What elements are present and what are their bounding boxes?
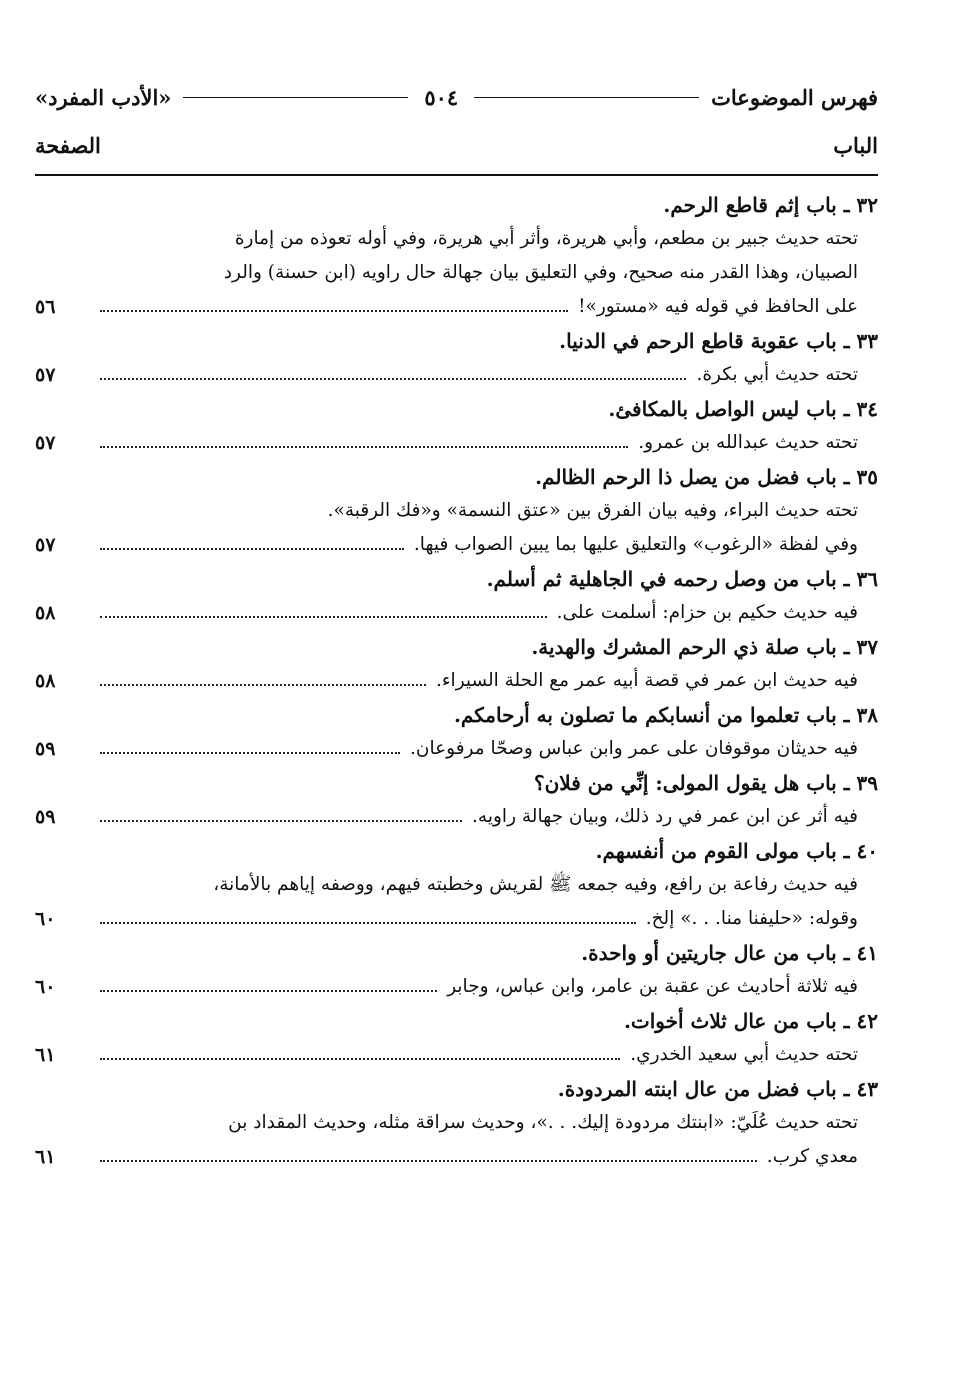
description-line: [35, 528, 878, 562]
description-line: [35, 902, 878, 936]
description-text: معدي كرب.: [766, 1146, 858, 1167]
chapter-title: ٤٣ ـ باب فضل من عال ابنته المردودة.: [557, 1077, 878, 1101]
column-header-page: الصفحة: [35, 132, 101, 158]
chapter-title: ٣٢ ـ باب إثم قاطع الرحم.: [663, 193, 878, 217]
toc-entry: [35, 698, 878, 766]
header-divider: [35, 174, 878, 176]
description-text: فيه ثلاثة أحاديث عن عقبة بن عامر، وابن عباس، وجابر: [447, 976, 858, 997]
description-line: [35, 800, 878, 834]
page-ref: ٥٧: [35, 534, 56, 556]
toc-entry: [35, 630, 878, 698]
description-line: [35, 1140, 878, 1174]
chapter-title: ٣٤ ـ باب ليس الواصل بالمكافئ.: [608, 397, 878, 421]
book-title: «الأدب المفرد»: [34, 84, 172, 110]
page-number: ٥٠٤: [424, 84, 459, 110]
dot-leader: [100, 310, 568, 312]
toc-entry: [35, 936, 878, 1004]
header-rule-right: [474, 97, 699, 98]
toc-entry: [35, 392, 878, 460]
page-ref: ٥٩: [35, 806, 56, 828]
description-line: [35, 358, 878, 392]
toc-entries: [35, 188, 878, 1174]
page-ref: ٦١: [35, 1044, 56, 1066]
description-text: فيه حديث رفاعة بن رافع، وفيه جمعه ﷺ لقريش وخطبته فيهم، ووصفه إياهم بالأمانة،: [213, 874, 858, 895]
description-line: [35, 664, 878, 698]
description-text: تحته حديث أبي بكرة.: [696, 364, 858, 385]
toc-entry: [35, 188, 878, 324]
page-ref: ٦١: [35, 1146, 56, 1168]
dot-leader: [100, 990, 437, 992]
dot-leader: [100, 616, 547, 618]
dot-leader: [100, 922, 636, 924]
page-ref: ٥٨: [35, 670, 56, 692]
description-line: [35, 868, 878, 902]
description-text: فيه حديث ابن عمر في قصة أبيه عمر مع الحلة السيراء.: [435, 670, 858, 691]
description-text: فيه حديث حكيم بن حزام: أسلمت على.: [556, 602, 858, 623]
chapter-title: ٤٠ ـ باب مولى القوم من أنفسهم.: [595, 839, 878, 863]
page-ref: ٥٦: [35, 296, 56, 318]
description-line: [35, 426, 878, 460]
description-line: [35, 494, 878, 528]
column-headers: [35, 128, 878, 162]
description-line: [35, 970, 878, 1004]
description-line: [35, 732, 878, 766]
description-text: تحته حديث عُلَيّ: «ابنتك مردودة إليك. . .»، وحديث سراقة مثله، وحديث المقداد بن: [228, 1112, 858, 1133]
description-line: [35, 1038, 878, 1072]
description-line: [35, 596, 878, 630]
chapter-title: ٣٧ ـ باب صلة ذي الرحم المشرك والهدية.: [531, 635, 878, 659]
header-rule-left: [183, 97, 408, 98]
page-ref: ٥٧: [35, 432, 56, 454]
page-ref: ٥٩: [35, 738, 56, 760]
toc-entry: [35, 766, 878, 834]
description-text: وفي لفظة «الرغوب» والتعليق عليها بما يبين الصواب فيها.: [413, 534, 858, 555]
chapter-title: ٣٥ ـ باب فضل من يصل ذا الرحم الظالم.: [535, 465, 878, 489]
page-ref: ٥٧: [35, 364, 56, 386]
description-text: تحته حديث جبير بن مطعم، وأبي هريرة، وأثر أبي هريرة، وفي أوله تعوذه من إمارة: [234, 228, 858, 249]
toc-entry: [35, 562, 878, 630]
description-text: تحته حديث عبدالله بن عمرو.: [638, 432, 858, 453]
toc-entry: [35, 834, 878, 936]
description-line: [35, 1106, 878, 1140]
description-text: تحته حديث البراء، وفيه بيان الفرق بين «عتق النسمة» و«فك الرقبة».: [327, 500, 858, 521]
toc-entry: [35, 460, 878, 562]
chapter-title: ٤١ ـ باب من عال جاريتين أو واحدة.: [581, 941, 878, 965]
chapter-title: ٣٨ ـ باب تعلموا من أنسابكم ما تصلون به أرحامكم.: [453, 703, 878, 727]
dot-leader: [100, 1160, 757, 1162]
dot-leader: [100, 1058, 620, 1060]
running-head: [35, 80, 878, 114]
dot-leader: [100, 820, 462, 822]
description-text: تحته حديث أبي سعيد الخدري.: [630, 1044, 858, 1065]
chapter-title: ٣٩ ـ باب هل يقول المولى: إنِّي من فلان؟: [534, 771, 878, 795]
description-line: [35, 290, 878, 324]
chapter-title: ٣٣ ـ باب عقوبة قاطع الرحم في الدنيا.: [559, 329, 878, 353]
description-text: وقوله: «حليفنا منا. . .» إلخ.: [645, 908, 858, 929]
section-title: فهرس الموضوعات: [711, 84, 878, 110]
column-header-chapter: الباب: [833, 132, 878, 158]
page-ref: ٦٠: [35, 976, 56, 998]
description-text: فيه أثر عن ابن عمر في رد ذلك، وبيان جهالة راويه.: [472, 806, 858, 827]
description-line: [35, 256, 878, 290]
chapter-title: ٣٦ ـ باب من وصل رحمه في الجاهلية ثم أسلم.: [486, 567, 878, 591]
dot-leader: [100, 548, 404, 550]
description-text: فيه حديثان موقوفان على عمر وابن عباس وصحّا مرفوعان.: [410, 738, 858, 759]
dot-leader: [100, 446, 628, 448]
dot-leader: [100, 378, 686, 380]
dot-leader: [100, 752, 400, 754]
page-ref: ٦٠: [35, 908, 56, 930]
toc-entry: [35, 1004, 878, 1072]
description-line: [35, 222, 878, 256]
description-text: على الحافظ في قوله فيه «مستور»!: [578, 296, 858, 317]
page-ref: ٥٨: [35, 602, 56, 624]
description-text: الصبيان، وهذا القدر منه صحيح، وفي التعليق بيان جهالة حال راويه (ابن حسنة) والرد: [223, 262, 858, 283]
toc-entry: [35, 324, 878, 392]
toc-entry: [35, 1072, 878, 1174]
chapter-title: ٤٢ ـ باب من عال ثلاث أخوات.: [623, 1009, 878, 1033]
dot-leader: [100, 684, 426, 686]
